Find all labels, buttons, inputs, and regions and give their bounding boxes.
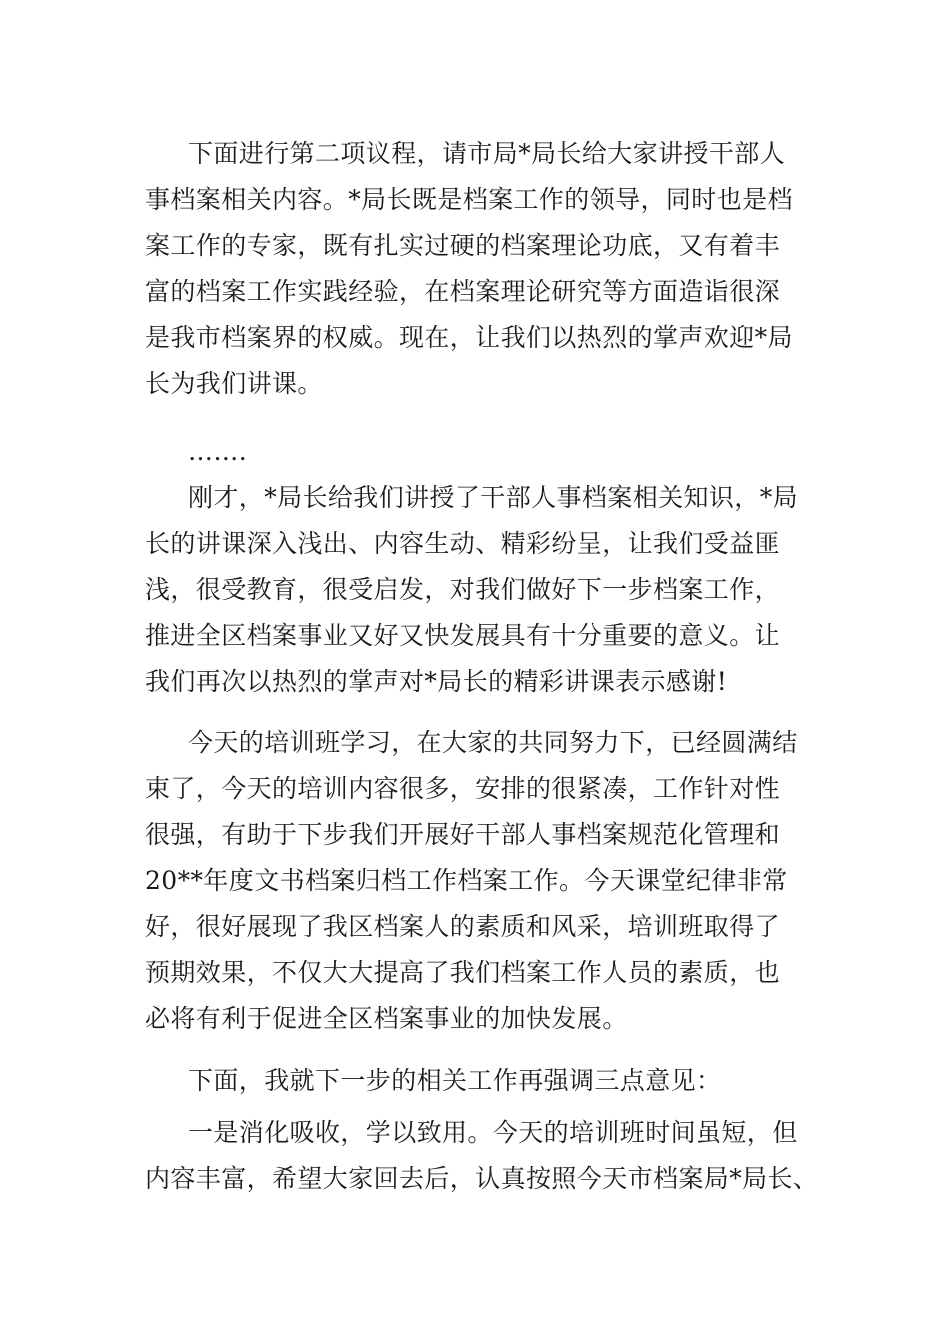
paragraph-4-line-1: 下面，我就下一步的相关工作再强调三点意见：	[188, 1066, 722, 1095]
paragraph-3-line-7: 必将有利于促进全区档案事业的加快发展。	[145, 1004, 628, 1033]
paragraph-2-line-2: 长的讲课深入浅出、内容生动、精彩纷呈，让我们受益匪	[145, 529, 781, 558]
paragraph-3-line-5: 好，很好展现了我区档案人的素质和风采，培训班取得了	[145, 912, 781, 941]
paragraph-1-line-5: 是我市档案界的权威。现在，让我们以热烈的掌声欢迎*局	[145, 323, 793, 352]
paragraph-3-line-1: 今天的培训班学习，在大家的共同努力下，已经圆满结	[188, 728, 798, 757]
paragraph-3-line-6: 预期效果，不仅大大提高了我们档案工作人员的素质，也	[145, 958, 781, 987]
paragraph-1-line-4: 富的档案工作实践经验，在档案理论研究等方面造诣很深	[145, 277, 781, 306]
paragraph-1-line-2: 事档案相关内容。*局长既是档案工作的领导，同时也是档	[145, 185, 793, 214]
paragraph-2-line-5: 我们再次以热烈的掌声对*局长的精彩讲课表示感谢!	[145, 667, 728, 696]
paragraph-2-line-1: 刚才，*局长给我们讲授了干部人事档案相关知识，*局	[188, 483, 799, 512]
paragraph-1-line-3: 案工作的专家，既有扎实过硬的档案理论功底，又有着丰	[145, 231, 781, 260]
ellipsis-line: …….	[188, 437, 248, 466]
paragraph-3-line-3: 很强，有助于下步我们开展好干部人事档案规范化管理和	[145, 820, 781, 849]
paragraph-1-line-6: 长为我们讲课。	[145, 369, 323, 398]
paragraph-5-line-2: 内容丰富，希望大家回去后，认真按照今天市档案局*局长、	[145, 1164, 819, 1193]
paragraph-5-line-1: 一是消化吸收，学以致用。今天的培训班时间虽短，但	[188, 1118, 798, 1147]
paragraph-2-line-4: 推进全区档案事业又好又快发展具有十分重要的意义。让	[145, 621, 781, 650]
paragraph-3-line-2: 束了，今天的培训内容很多，安排的很紧凑，工作针对性	[145, 774, 781, 803]
paragraph-2-line-3: 浅，很受教育，很受启发，对我们做好下一步档案工作，	[145, 575, 781, 604]
paragraph-3-line-4: 20**年度文书档案归档工作档案工作。今天课堂纪律非常	[145, 866, 788, 895]
paragraph-1-line-1: 下面进行第二项议程，请市局*局长给大家讲授干部人	[188, 139, 786, 168]
